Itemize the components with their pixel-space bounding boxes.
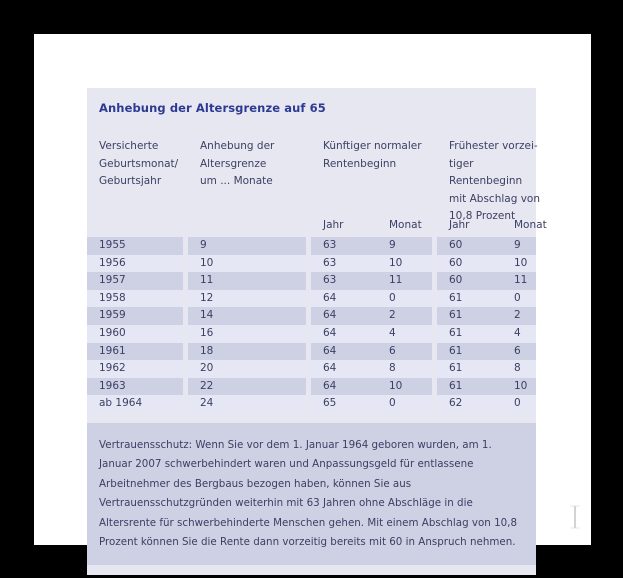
cell-normal-monat — [374, 290, 432, 308]
cell-value: 61 — [449, 362, 463, 375]
cell-value: 61 — [449, 326, 463, 339]
cell-normal-monat — [374, 325, 432, 343]
cell-frueh-monat — [499, 395, 536, 413]
cell-frueh-monat — [499, 307, 536, 325]
cell-value: 4 — [514, 326, 521, 339]
cell-value: 20 — [200, 362, 214, 375]
table-row — [87, 290, 536, 308]
cell-value: 10 — [389, 379, 403, 392]
cell-value: ab 1964 — [99, 397, 143, 410]
cell-value: 0 — [514, 291, 521, 304]
cell-value: 64 — [323, 291, 337, 304]
cell-jahrgang — [87, 325, 183, 343]
cell-jahrgang — [87, 290, 183, 308]
cell-jahrgang — [87, 395, 183, 413]
table-row — [87, 343, 536, 361]
cell-value: 64 — [323, 362, 337, 375]
cell-normal-monat — [374, 237, 432, 255]
cell-value: 1955 — [99, 239, 126, 251]
cell-value: 64 — [323, 309, 337, 322]
cell-jahrgang — [87, 255, 183, 273]
cell-normal-monat — [374, 255, 432, 273]
column-header-line: Geburtsjahr — [99, 175, 162, 187]
cell-value: 1956 — [99, 256, 126, 269]
cell-value: 61 — [449, 291, 463, 304]
table-row — [87, 360, 536, 378]
cell-value: 0 — [389, 291, 396, 304]
cell-value: 1963 — [99, 379, 126, 392]
cell-value: 1960 — [99, 326, 126, 339]
cell-normal-monat — [374, 343, 432, 361]
cell-anhebung-monate — [188, 378, 306, 396]
cell-jahrgang — [87, 360, 183, 378]
cell-value: 14 — [200, 309, 214, 322]
column-header-line: Versicherte — [99, 140, 159, 152]
cell-frueh-jahr — [437, 290, 499, 308]
table-row — [87, 237, 536, 255]
cell-normal-monat — [374, 272, 432, 290]
cell-value: 10 — [200, 256, 214, 269]
subheader-monat-normal: Monat — [389, 219, 422, 231]
cell-value: 16 — [200, 326, 214, 339]
column-header-kuenftiger-rentenbeginn — [323, 138, 433, 173]
cell-value: 9 — [389, 239, 396, 251]
cell-anhebung-monate — [188, 255, 306, 273]
cell-value: 11 — [389, 274, 403, 287]
cell-normal-monat — [374, 378, 432, 396]
cell-frueh-jahr — [437, 325, 499, 343]
column-header-line: mit Abschlag von — [449, 192, 540, 205]
cell-anhebung-monate — [188, 395, 306, 413]
cell-value: 61 — [449, 309, 463, 322]
column-header-fruehester-rentenbeginn — [449, 138, 549, 226]
table-row — [87, 325, 536, 343]
cell-value: 6 — [389, 344, 396, 357]
table-subheader-row — [87, 218, 547, 237]
cell-value: 6 — [514, 344, 521, 357]
cell-value: 2 — [389, 309, 396, 322]
cell-value: 4 — [389, 326, 396, 339]
cell-value: 0 — [389, 397, 396, 410]
cell-jahrgang — [87, 272, 183, 290]
vertrauensschutz-note: Vertrauensschutz: Wenn Sie vor dem 1. Januar 1964 geboren wurden, am 1. Januar 2007 schwerbehindert waren und Anpassungsgeld für entlassene Arbeitnehmer des Bergbaus bezogen haben, können Sie aus Vertrauensschutzgründen weiterhin mit 63 Jahren ohne Abschläge in die Altersrente für schwerbehinderte Menschen gehen. Mit einem Abschlag von 10,8 Prozent können Sie die Rente dann vorzeitig bereits mit 60 in Anspruch nehmen. — [87, 423, 536, 565]
document-page — [34, 34, 591, 548]
cell-anhebung-monate — [188, 237, 306, 255]
cell-value: 0 — [514, 397, 521, 410]
cell-normal-monat — [374, 307, 432, 325]
cell-value: 63 — [323, 239, 337, 251]
altersgrenze-panel — [87, 88, 547, 575]
cell-normal-jahr — [311, 307, 374, 325]
cell-frueh-jahr — [437, 255, 499, 273]
cell-normal-jahr — [311, 290, 374, 308]
cell-frueh-jahr — [437, 237, 499, 255]
column-header-line: Anhebung der — [200, 140, 275, 152]
table-row — [87, 395, 536, 413]
cell-value: 1961 — [99, 344, 126, 357]
cell-value: 1962 — [99, 362, 126, 375]
cell-value: 2 — [514, 309, 521, 322]
cell-value: 9 — [514, 239, 521, 251]
subheader-jahr-frueh: Jahr — [449, 219, 470, 231]
cell-normal-jahr — [311, 360, 374, 378]
cell-anhebung-monate — [188, 290, 306, 308]
cell-jahrgang — [87, 307, 183, 325]
cell-value: 64 — [323, 379, 337, 392]
cell-frueh-jahr — [437, 378, 499, 396]
column-header-line: 10,8 Prozent — [449, 210, 516, 222]
cell-value: 11 — [200, 274, 214, 287]
cell-normal-monat — [374, 360, 432, 378]
cell-value: 63 — [323, 274, 337, 287]
cell-frueh-monat — [499, 237, 536, 255]
page-title: Anhebung der Altersgrenze auf 65 — [99, 101, 326, 115]
cell-value: 1959 — [99, 309, 126, 322]
column-header-line: um ... Monate — [200, 175, 273, 187]
subheader-jahr-normal: Jahr — [323, 219, 344, 231]
cell-frueh-monat — [499, 255, 536, 273]
cell-value: 1958 — [99, 291, 126, 304]
cell-value: 64 — [323, 326, 337, 339]
cell-jahrgang — [87, 343, 183, 361]
column-header-versicherte — [99, 138, 194, 191]
cell-frueh-jahr — [437, 360, 499, 378]
cell-normal-jahr — [311, 255, 374, 273]
table-header-row — [87, 138, 540, 222]
cell-normal-jahr — [311, 395, 374, 413]
column-header-line: Frühester vorzei- — [449, 140, 538, 152]
cell-normal-jahr — [311, 343, 374, 361]
cell-value: 1957 — [99, 274, 126, 287]
panel-footer-spacer — [87, 565, 536, 575]
cell-normal-monat — [374, 395, 432, 413]
cell-normal-jahr — [311, 272, 374, 290]
cell-frueh-monat — [499, 325, 536, 343]
cell-value: 60 — [449, 239, 463, 251]
cell-value: 63 — [323, 256, 337, 269]
table-row — [87, 272, 536, 290]
subheader-monat-frueh: Monat — [514, 219, 547, 231]
cell-normal-jahr — [311, 378, 374, 396]
cell-frueh-jahr — [437, 343, 499, 361]
column-header-line: Geburtsmonat/ — [99, 157, 179, 170]
column-header-line: Künftiger normaler — [323, 140, 422, 152]
cell-value: 60 — [449, 256, 463, 269]
cell-normal-jahr — [311, 325, 374, 343]
column-header-anhebung — [200, 138, 310, 191]
cell-frueh-monat — [499, 360, 536, 378]
cell-value: 61 — [449, 379, 463, 392]
cell-jahrgang — [87, 237, 183, 255]
table-row — [87, 378, 536, 396]
cell-value: 12 — [200, 291, 214, 304]
cell-value: 61 — [449, 344, 463, 357]
cell-frueh-jahr — [437, 307, 499, 325]
cell-frueh-jahr — [437, 395, 499, 413]
cell-value: 10 — [389, 256, 403, 269]
cell-value: 65 — [323, 397, 337, 410]
cell-value: 62 — [449, 397, 463, 410]
cell-normal-jahr — [311, 237, 374, 255]
table-row — [87, 307, 536, 325]
cell-frueh-monat — [499, 343, 536, 361]
cell-value: 18 — [200, 344, 214, 357]
cell-value: 8 — [389, 362, 396, 375]
table-body — [87, 237, 536, 413]
cell-jahrgang — [87, 378, 183, 396]
column-header-line: tiger Rentenbeginn — [449, 157, 523, 187]
cell-frueh-monat — [499, 378, 536, 396]
cell-frueh-monat — [499, 272, 536, 290]
cell-anhebung-monate — [188, 360, 306, 378]
cell-anhebung-monate — [188, 272, 306, 290]
cell-frueh-jahr — [437, 272, 499, 290]
cell-value: 10 — [514, 256, 528, 269]
cell-value: 11 — [514, 274, 528, 287]
cell-value: 8 — [514, 362, 521, 375]
cell-anhebung-monate — [188, 325, 306, 343]
cell-value: 64 — [323, 344, 337, 357]
cell-value: 60 — [449, 274, 463, 287]
cell-value: 24 — [200, 397, 214, 410]
table-row — [87, 255, 536, 273]
cell-value: 10 — [514, 379, 528, 392]
cell-anhebung-monate — [188, 343, 306, 361]
cell-frueh-monat — [499, 290, 536, 308]
cell-anhebung-monate — [188, 307, 306, 325]
cell-value: 22 — [200, 379, 214, 392]
column-header-line: Altersgrenze — [200, 157, 267, 170]
column-header-line: Rentenbeginn — [323, 157, 397, 170]
cell-value: 9 — [200, 239, 207, 251]
